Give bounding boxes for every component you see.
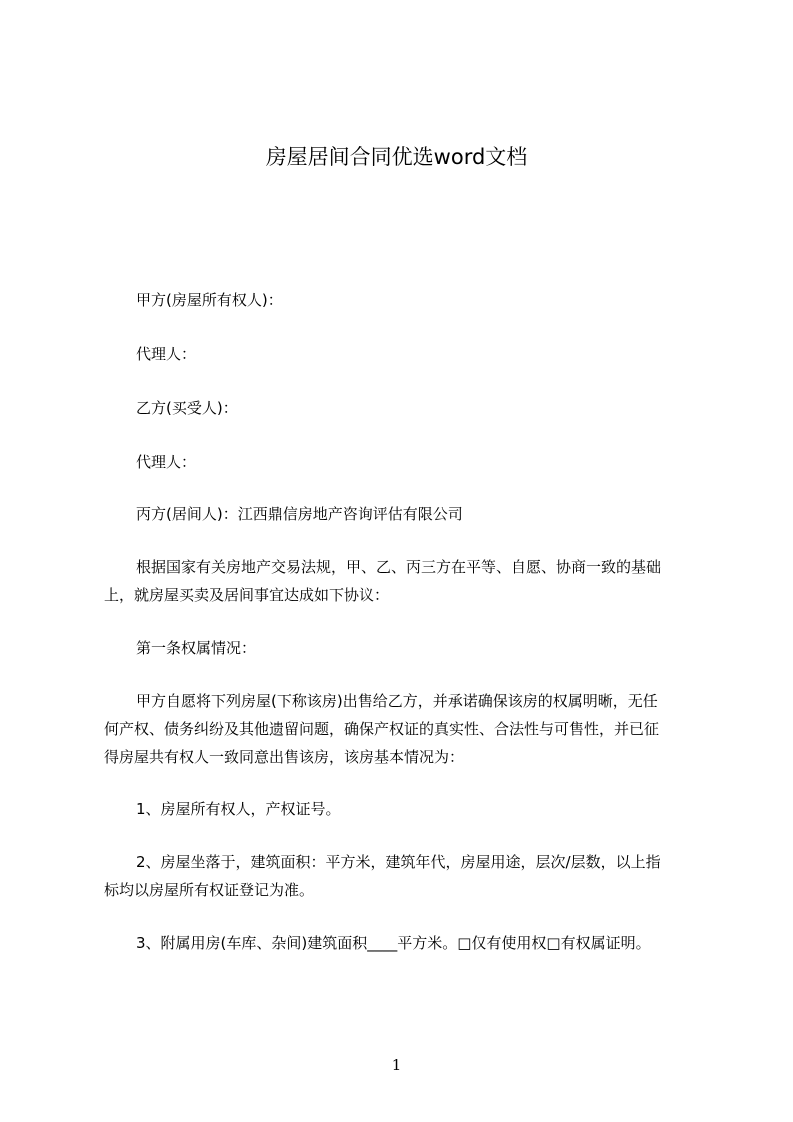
intro-line-2: 上，就房屋买卖及居间事宜达成如下协议： (104, 586, 390, 604)
document-title: 房屋居间合同优选word文档 (265, 145, 528, 169)
page-number: 1 (391, 1056, 402, 1074)
intro-paragraph (104, 553, 700, 609)
party-b-line: 乙方(买受人)： (136, 399, 238, 417)
item-2-line-2: 标均以房屋所有权证登记为准。 (104, 881, 315, 899)
item-2-line-1: 2、房屋坐落于，建筑面积：平方米，建筑年代，房屋用途，层次/层数，以上指 (136, 853, 661, 871)
party-a-line: 甲方(房屋所有权人)： (136, 291, 283, 309)
item-1: 1、房屋所有权人，产权证号。 (136, 800, 341, 818)
article-1-line-1: 甲方自愿将下列房屋(下称该房)出售给乙方，并承诺确保该房的权属明晰，无任 (136, 692, 658, 710)
article-1-body (104, 687, 700, 771)
intro-line-1: 根据国家有关房地产交易法规，甲、乙、丙三方在平等、自愿、协商一致的基础 (136, 558, 662, 576)
item-2 (104, 848, 700, 904)
article-1-line-3: 得房屋共有权人一致同意出售该房，该房基本情况为： (104, 748, 465, 766)
article-1-heading: 第一条权属情况： (136, 639, 257, 657)
item-3: 3、附属用房(车库、杂间)建筑面积____平方米。□仅有使用权□有权属证明。 (136, 934, 651, 952)
party-c-line: 丙方(居间人)：江西鼎信房地产咨询评估有限公司 (136, 505, 463, 523)
agent-a-line: 代理人： (136, 345, 197, 363)
agent-b-line: 代理人： (136, 453, 197, 471)
article-1-line-2: 何产权、债务纠纷及其他遗留问题，确保产权证的真实性、合法性与可售性，并已征 (104, 720, 660, 738)
